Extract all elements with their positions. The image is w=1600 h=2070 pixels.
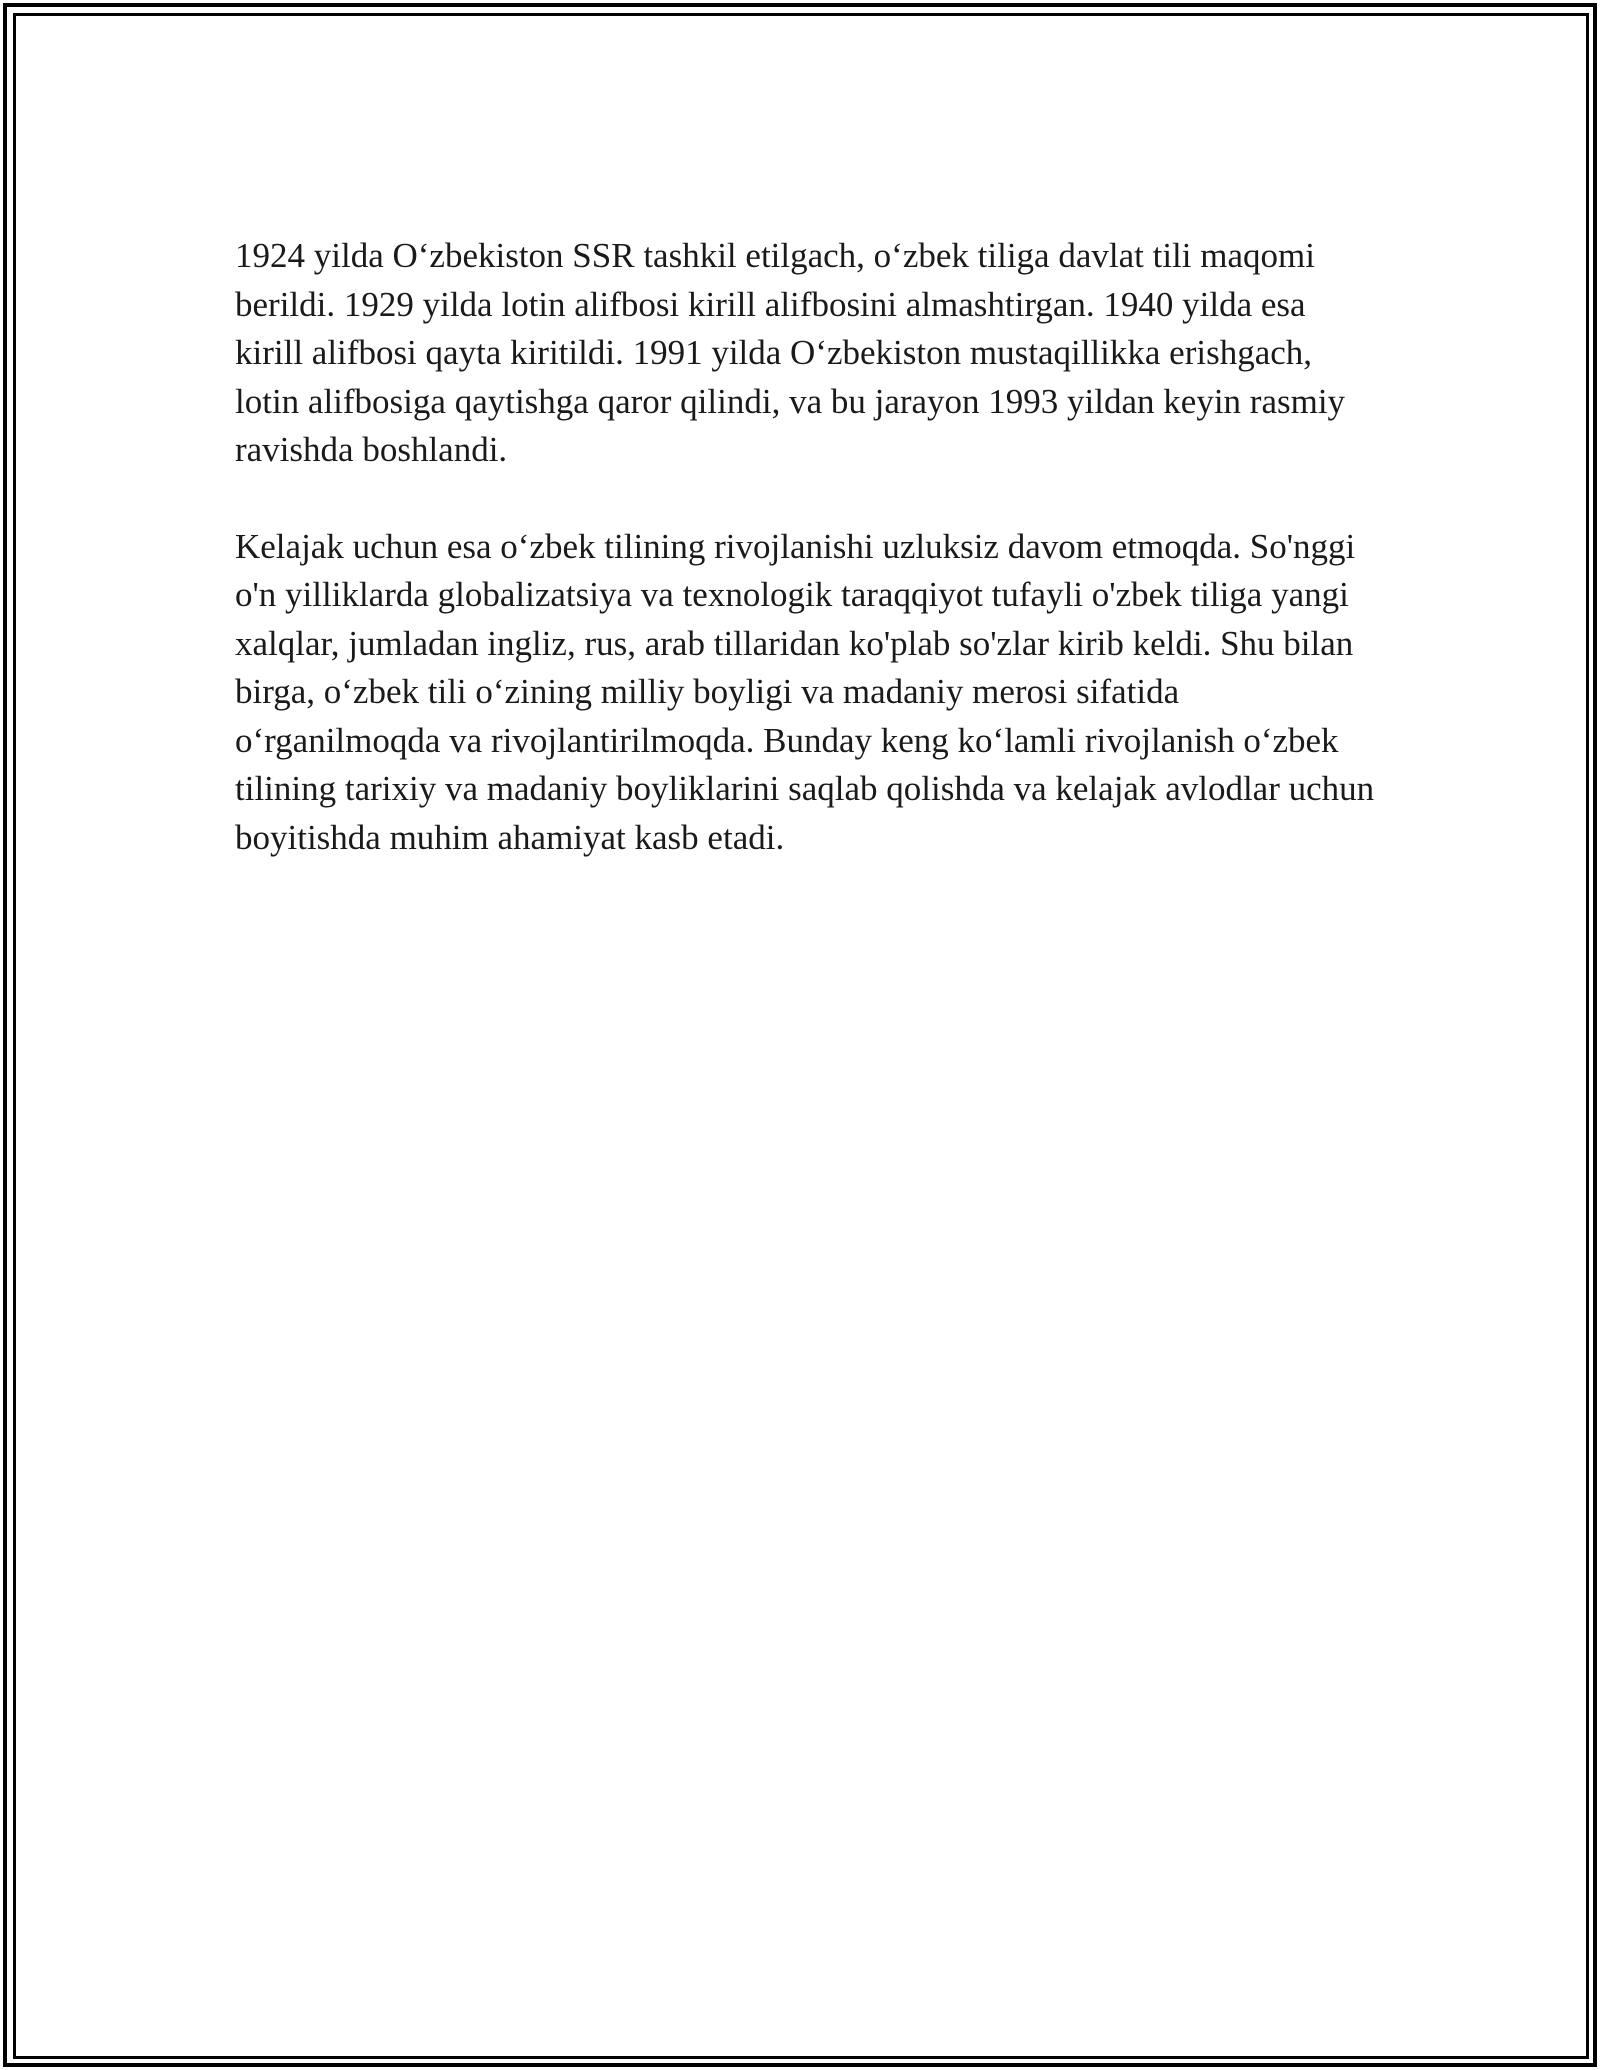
paragraph-history: 1924 yilda O‘zbekiston SSR tashkil etilgach, o‘zbek tiliga davlat tili maqomi berildi. 1929 yilda lotin alifbosi kirill alifbosini almashtirgan. 1940 yilda esa kirill alifbosi qayta kiritildi. 1991 yilda O‘zbekiston mustaqillikka erishgach, lotin alifbosiga qaytishga qaror qilindi, va bu jarayon 1993 yildan keyin rasmiy ravishda boshlandi. [235, 236, 1346, 469]
paragraph-future: Kelajak uchun esa o‘zbek tilining rivojlanishi uzluksiz davom etmoqda. So'nggi o'n yilliklarda globalizatsiya va texnologik taraqqiyot tufayli o'zbek tiliga yangi xalqlar, jumladan ingliz, rus, arab tillaridan ko'plab so'zlar kirib keldi. Shu bilan birga, o‘zbek tili o‘zining milliy boyligi va madaniy merosi sifatida o‘rganilmoqda va rivojlantirilmoqda. Bunday keng ko‘lamli rivojlanish o‘zbek tilining tarixiy va madaniy boyliklarini saqlab qolishda va kelajak avlodlar uchun boyitishda muhim ahamiyat kasb etadi. [235, 526, 1375, 857]
document-body [235, 232, 1375, 910]
